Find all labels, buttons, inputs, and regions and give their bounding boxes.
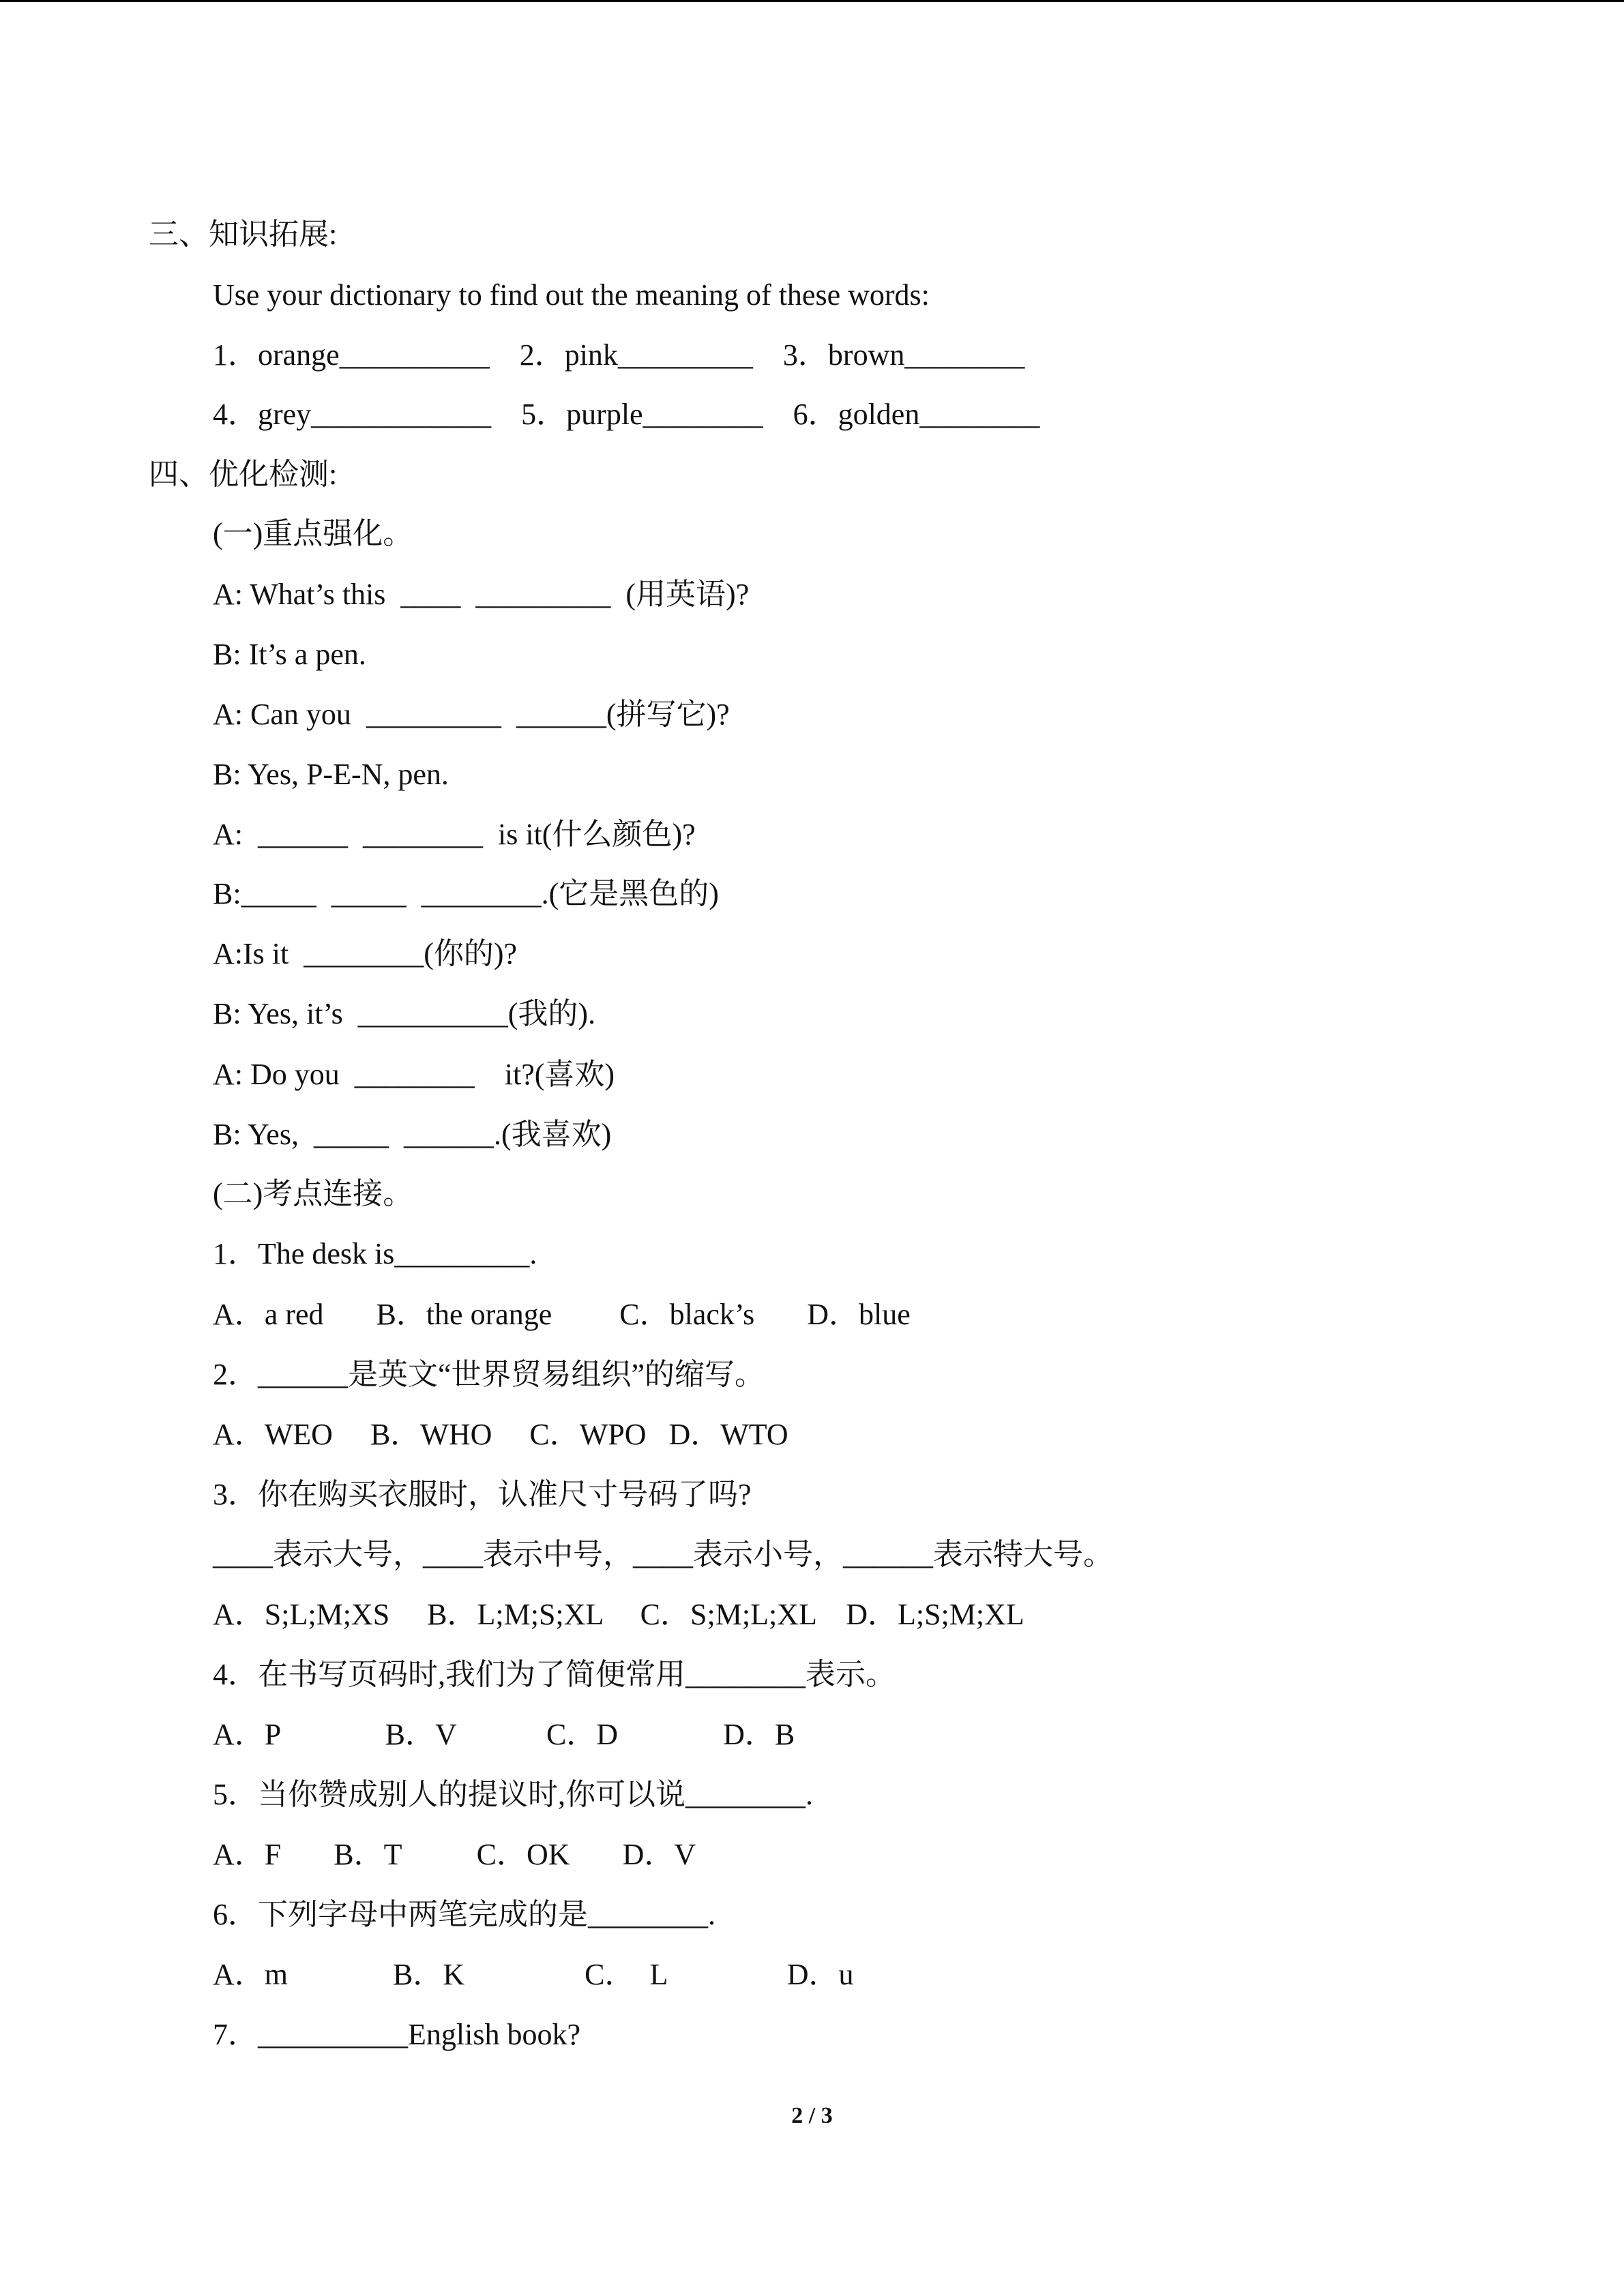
top-border	[0, 0, 1624, 2]
dialogue-line: B: Yes, P-E-N, pen.	[213, 758, 449, 791]
dialogue-line: B:_____ _____ ________.(它是黑色的)	[213, 877, 719, 910]
dialogue-line: A: What’s this ____ _________ (用英语)?	[213, 578, 750, 611]
page-number: 2 / 3	[791, 2103, 833, 2128]
options-3: A．S;L;M;XS B．L;M;S;XL C．S;M;L;XL D．L;S;M;XL	[213, 1598, 1024, 1631]
question-4: 4．在书写页码时,我们为了简便常用________表示。	[213, 1658, 896, 1691]
dialogue-line: A:Is it ________(你的)?	[213, 937, 518, 970]
dialogue-line: A: ______ ________ is it(什么颜色)?	[213, 818, 696, 851]
dialogue-line: A: Do you ________ it?(喜欢)	[213, 1058, 615, 1091]
dialogue-line: B: It’s a pen.	[213, 638, 366, 671]
options-4: A．P B．V C．D D．B	[213, 1718, 795, 1751]
options-5: A．F B．T C．OK D．V	[213, 1838, 696, 1871]
options-6: A．m B．K C． L D．u	[213, 1958, 854, 1991]
dialogue-line: B: Yes, _____ ______.(我喜欢)	[213, 1118, 612, 1151]
question-6: 6．下列字母中两笔完成的是________.	[213, 1898, 715, 1931]
vocab-row-2: 4．grey____________ 5．purple________ 6．golden________	[213, 398, 1040, 431]
section-4-heading: 四、优化检测:	[149, 458, 338, 491]
part-2-title: (二)考点连接。	[213, 1177, 413, 1210]
options-2: A．WEO B．WHO C．WPO D．WTO	[213, 1418, 788, 1451]
dialogue-line: B: Yes, it’s __________(我的).	[213, 997, 596, 1030]
vocab-row-1: 1．orange__________ 2．pink_________ 3．brown________	[213, 338, 1025, 372]
dialogue-line: A: Can you _________ ______(拼写它)?	[213, 698, 730, 731]
options-1: A．a red B．the orange C．black’s D．blue	[213, 1298, 911, 1331]
section-3-heading: 三、知识拓展:	[149, 218, 338, 251]
question-2: 2．______是英文“世界贸易组织”的缩写。	[213, 1358, 765, 1391]
part-1-title: (一)重点强化。	[213, 517, 413, 550]
question-3: 3．你在购买衣服时，认准尺寸号码了吗?	[213, 1478, 752, 1511]
question-3-detail: ____表示大号，____表示中号，____表示小号，______表示特大号。	[213, 1538, 1113, 1571]
section-3-instruction: Use your dictionary to find out the meaning of these words:	[213, 278, 930, 312]
question-7: 7．__________English book?	[213, 2018, 580, 2051]
question-1: 1．The desk is_________.	[213, 1237, 537, 1270]
question-5: 5．当你赞成别人的提议时,你可以说________.	[213, 1778, 813, 1811]
